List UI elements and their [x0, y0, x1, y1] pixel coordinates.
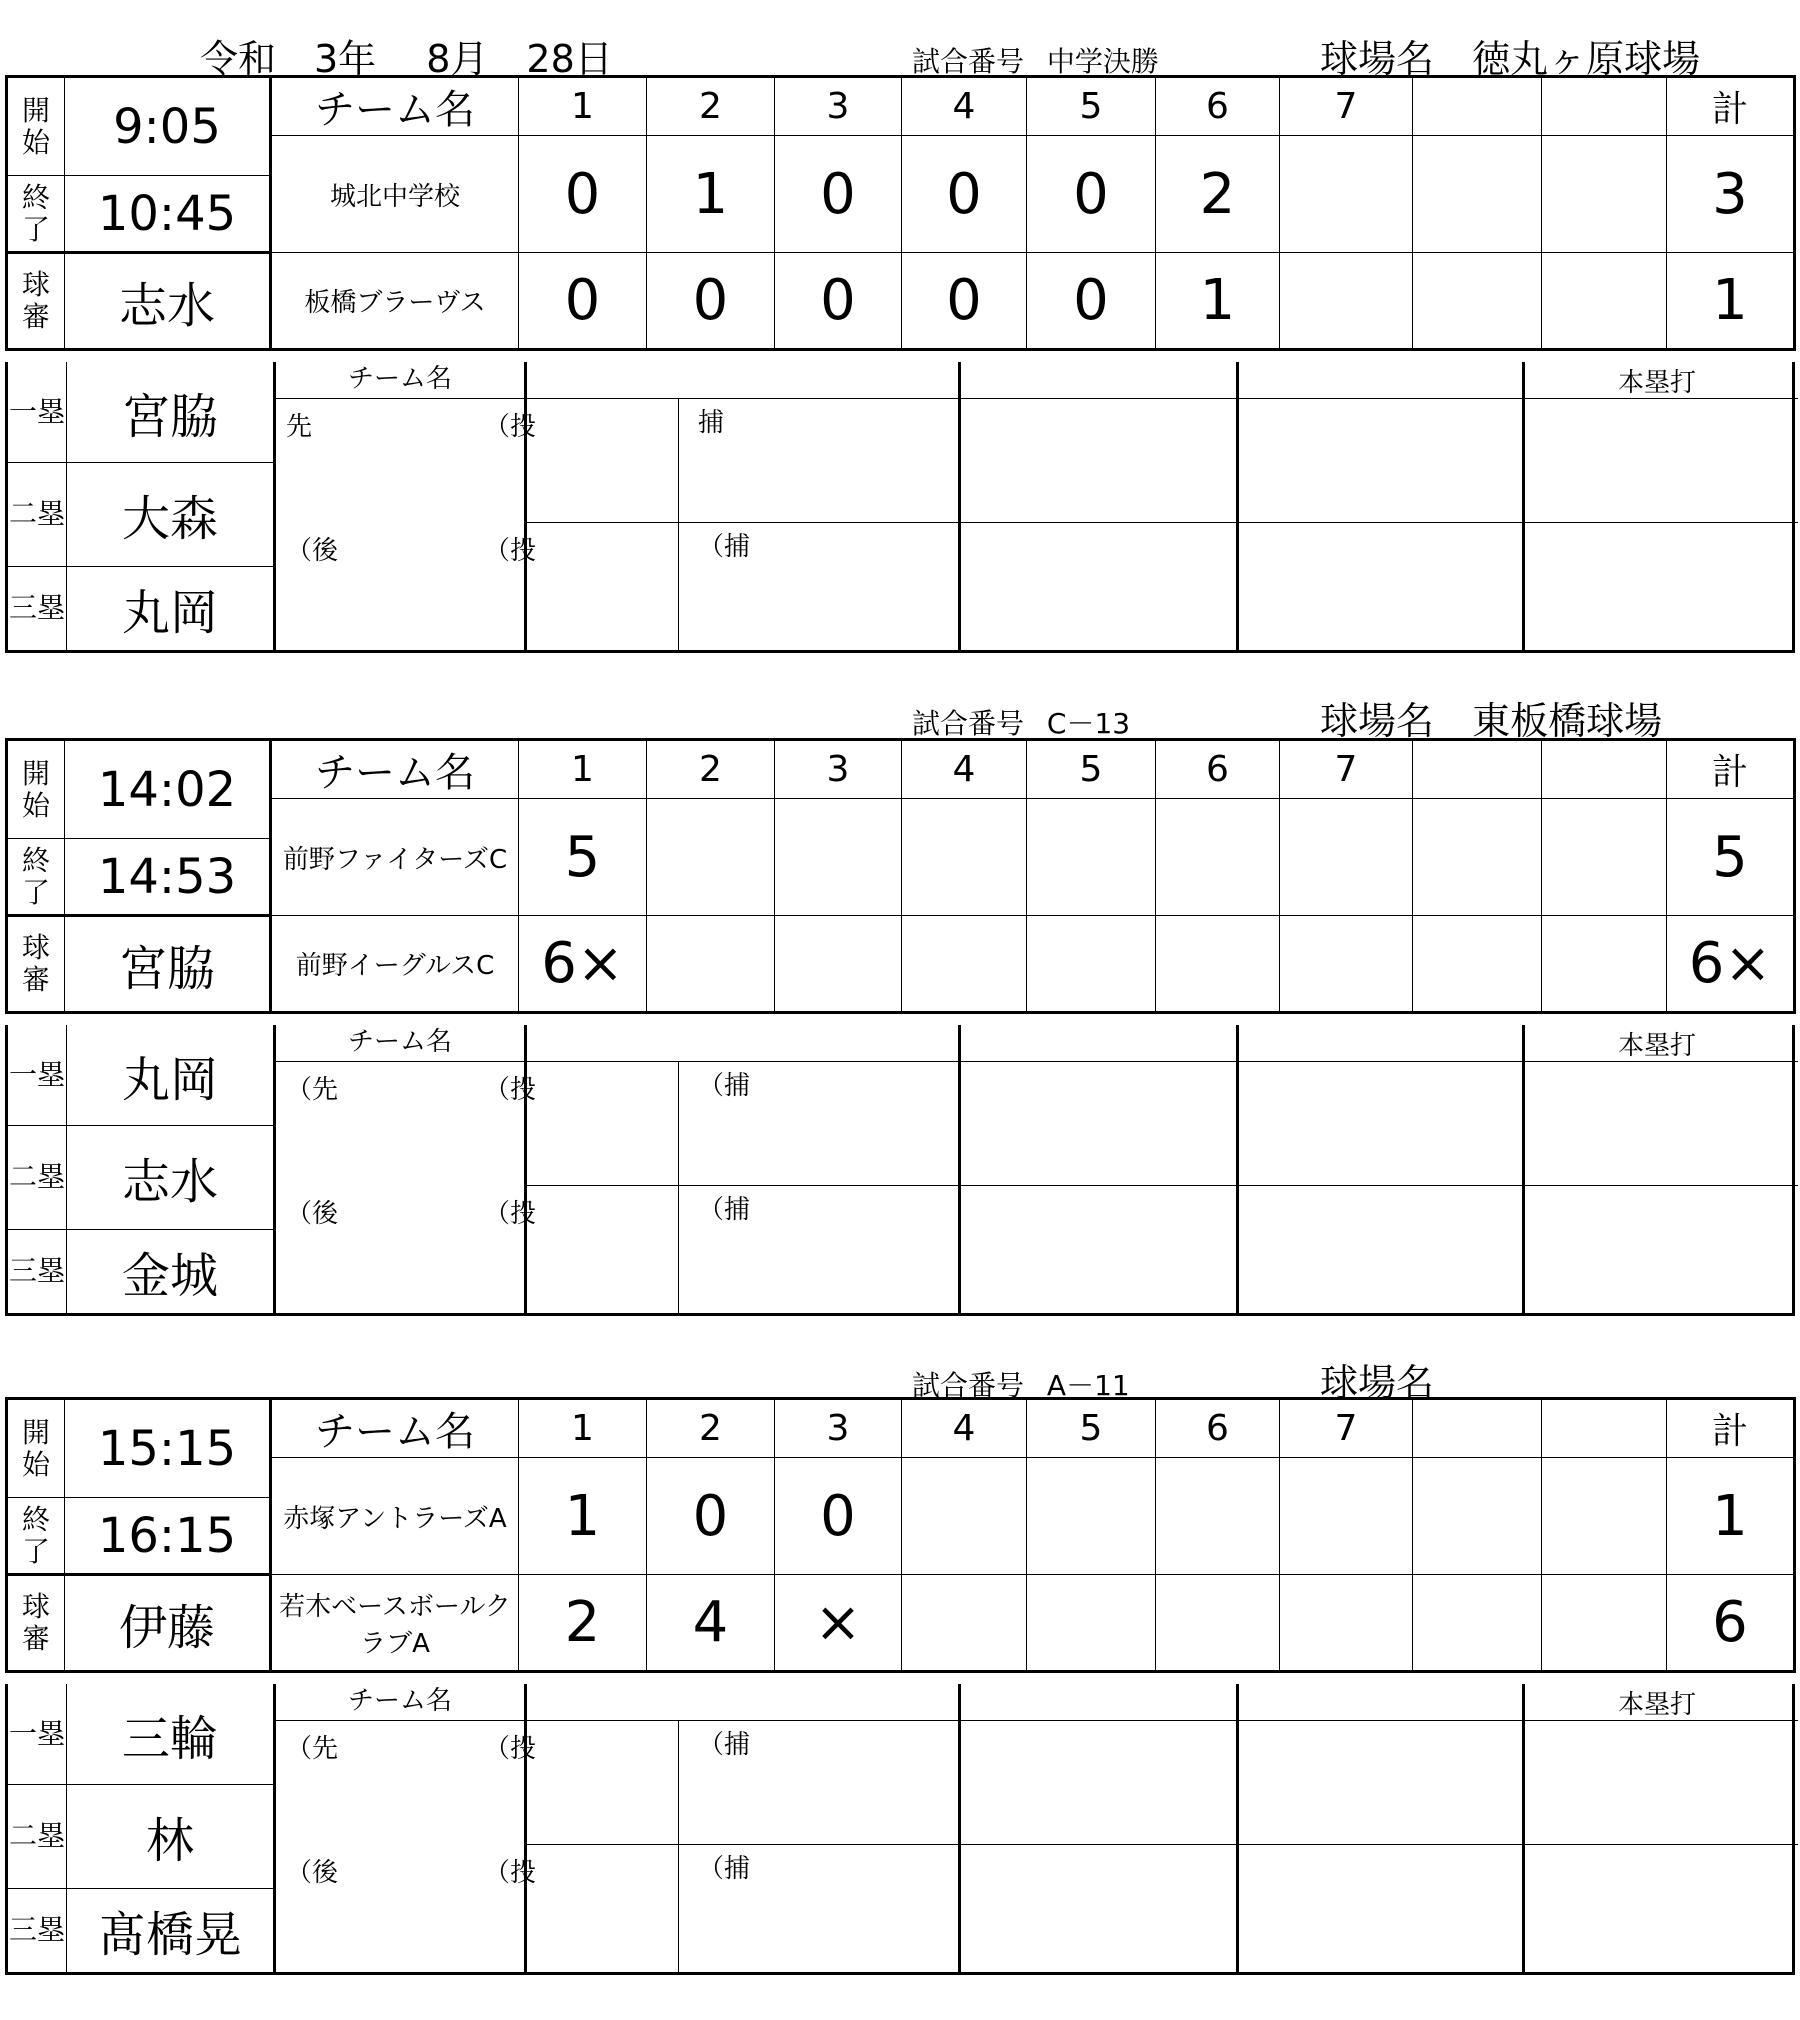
label-end-1: 終	[21, 843, 50, 877]
date: 令和 3年 8月 28日	[200, 37, 613, 81]
second-base-umpire: 志水	[67, 1125, 276, 1230]
first-base-label	[8, 362, 67, 463]
inning-header	[1542, 740, 1667, 799]
game-number-value: C－13	[1046, 707, 1131, 740]
inning-score	[1027, 916, 1156, 1013]
inning-score: 6×	[519, 916, 647, 1013]
second-base-label	[8, 1125, 67, 1230]
first-team-label: （先	[286, 1734, 339, 1764]
inning-score	[1280, 916, 1413, 1013]
inning-score	[1280, 799, 1413, 916]
game-number-value: A－11	[1046, 1369, 1130, 1402]
label-start-1: 開	[21, 93, 50, 127]
game-number	[912, 40, 1159, 80]
second-base-umpire: 大森	[67, 462, 276, 567]
inning-score	[1413, 799, 1542, 916]
start-time: 9:05	[65, 77, 271, 176]
inning-score	[1280, 1458, 1413, 1575]
inning-header: 4	[902, 1399, 1027, 1458]
label-start-1: 開	[21, 1415, 50, 1449]
inning-header: 6	[1156, 740, 1280, 799]
inning-score	[1280, 253, 1413, 350]
end-label	[7, 176, 65, 253]
inning-score	[775, 799, 902, 916]
inning-score: 0	[775, 136, 902, 253]
third-base-umpire: 髙橋晃	[67, 1888, 276, 1972]
second-catcher-label: （捕	[698, 1195, 751, 1225]
start-label	[7, 1399, 65, 1498]
label-end-2: 了	[21, 875, 50, 909]
end-time: 16:15	[65, 1498, 271, 1575]
inning-header: 7	[1280, 1399, 1413, 1458]
battery-team-header: チーム名	[276, 1025, 524, 1062]
total-score: 6	[1667, 1575, 1795, 1672]
second-catcher-label: （捕	[698, 532, 751, 562]
inning-score: 0	[647, 253, 775, 350]
inning-score	[1027, 1575, 1156, 1672]
second-team-label: （後	[286, 1858, 339, 1888]
inning-score	[1413, 1575, 1542, 1672]
label-end-2: 了	[21, 1534, 50, 1568]
team-name-header: チーム名	[271, 1399, 519, 1458]
inning-header	[1413, 740, 1542, 799]
inning-score	[1413, 136, 1542, 253]
start-time: 15:15	[65, 1399, 271, 1498]
inning-score	[902, 1458, 1027, 1575]
inning-header: 3	[775, 77, 902, 136]
first-pitcher-label: （投	[484, 1075, 537, 1105]
label-third-2: 塁	[37, 1254, 66, 1287]
inning-score	[1542, 799, 1667, 916]
first-pitcher-label: （投	[484, 1734, 537, 1764]
label-plate-2: 審	[21, 963, 50, 996]
lower-section	[5, 362, 1795, 653]
start-time: 14:02	[65, 740, 271, 839]
inning-score: 0	[902, 253, 1027, 350]
label-start-1: 開	[21, 756, 50, 790]
label-first-1: 一	[8, 1717, 37, 1750]
inning-score: 0	[519, 253, 647, 350]
label-first-1: 一	[8, 395, 37, 428]
label-first-1: 一	[8, 1058, 37, 1091]
inning-score: 0	[902, 136, 1027, 253]
first-base-label	[8, 1684, 67, 1785]
end-time: 10:45	[65, 176, 271, 253]
second-team-label: （後	[286, 1199, 339, 1229]
label-third-1: 三	[8, 1254, 37, 1287]
inning-header: 2	[647, 740, 775, 799]
inning-score: 0	[647, 1458, 775, 1575]
label-second-2: 塁	[37, 1819, 66, 1852]
second-base-label	[8, 1784, 67, 1889]
label-plate-1: 球	[21, 1590, 50, 1623]
inning-header	[1542, 1399, 1667, 1458]
label-plate-2: 審	[21, 1622, 50, 1655]
inning-score: 2	[1156, 136, 1280, 253]
inning-header	[1413, 77, 1542, 136]
game-number-label: 試合番号	[912, 707, 1025, 740]
total-header: 計	[1667, 77, 1795, 136]
lower-section	[5, 1684, 1795, 1975]
third-base-umpire: 金城	[67, 1229, 276, 1313]
first-base-umpire: 三輪	[67, 1684, 276, 1785]
inning-header: 5	[1027, 1399, 1156, 1458]
inning-score	[902, 1575, 1027, 1672]
label-first-2: 塁	[37, 1058, 66, 1091]
inning-score	[1413, 1458, 1542, 1575]
label-second-1: 二	[8, 1819, 37, 1852]
plate-umpire: 宮脇	[65, 916, 271, 1013]
total-header: 計	[1667, 1399, 1795, 1458]
second-base-umpire: 林	[67, 1784, 276, 1889]
inning-score	[1413, 253, 1542, 350]
inning-score: 0	[775, 253, 902, 350]
label-third-2: 塁	[37, 1913, 66, 1946]
team-name-header: チーム名	[271, 740, 519, 799]
venue	[1320, 690, 1662, 745]
battery-team-cell	[276, 1025, 537, 1313]
inning-score	[1542, 1458, 1667, 1575]
venue-label: 球場名	[1320, 1361, 1435, 1405]
first-team-label: 先	[286, 412, 313, 442]
label-end-1: 終	[21, 180, 50, 214]
team-name: 前野イーグルスC	[271, 916, 519, 1013]
first-pitcher-label: （投	[484, 412, 537, 442]
inning-score	[902, 916, 1027, 1013]
inning-score	[1413, 916, 1542, 1013]
inning-score	[775, 916, 902, 1013]
second-pitcher-label: （投	[484, 1858, 537, 1888]
inning-score	[902, 799, 1027, 916]
third-base-label	[8, 566, 67, 650]
total-score: 6×	[1667, 916, 1795, 1013]
end-label	[7, 1498, 65, 1575]
first-base-umpire: 丸岡	[67, 1025, 276, 1126]
label-second-2: 塁	[37, 1160, 66, 1193]
first-catcher-label: （捕	[698, 1071, 751, 1101]
label-first-2: 塁	[37, 395, 66, 428]
inning-header	[1413, 1399, 1542, 1458]
total-score: 3	[1667, 136, 1795, 253]
third-base-umpire: 丸岡	[67, 566, 276, 650]
game-sheet	[0, 738, 1800, 1338]
plate-label	[7, 1575, 65, 1672]
second-catcher-label: （捕	[698, 1854, 751, 1884]
inning-score	[1156, 799, 1280, 916]
inning-score	[1027, 1458, 1156, 1575]
team-name-header: チーム名	[271, 77, 519, 136]
inning-score: 1	[647, 136, 775, 253]
game-sheet	[0, 1397, 1800, 1997]
battery-team-cell	[276, 1684, 537, 1972]
inning-header: 3	[775, 740, 902, 799]
total-score: 5	[1667, 799, 1795, 916]
game-number-value: 中学決勝	[1046, 45, 1159, 78]
battery-team-header: チーム名	[276, 1684, 524, 1721]
plate-label	[7, 253, 65, 350]
inning-score: 0	[1027, 253, 1156, 350]
home-run-label: 本塁打	[1618, 368, 1697, 398]
first-catcher-label: 捕	[698, 408, 725, 438]
label-first-2: 塁	[37, 1717, 66, 1750]
end-label	[7, 839, 65, 916]
second-base-label	[8, 462, 67, 567]
inning-score: 5	[519, 799, 647, 916]
inning-header: 2	[647, 77, 775, 136]
inning-score	[1156, 916, 1280, 1013]
inning-header: 1	[519, 740, 647, 799]
inning-score: 0	[1027, 136, 1156, 253]
inning-score	[1027, 799, 1156, 916]
team-name: 若木ベースボールクラブA	[271, 1575, 519, 1672]
label-start-2: 始	[21, 125, 50, 159]
inning-score: 1	[1156, 253, 1280, 350]
label-third-2: 塁	[37, 591, 66, 624]
plate-umpire: 伊藤	[65, 1575, 271, 1672]
game-number-label: 試合番号	[912, 45, 1025, 78]
inning-header: 6	[1156, 77, 1280, 136]
label-start-2: 始	[21, 788, 50, 822]
home-run-label: 本塁打	[1618, 1031, 1697, 1061]
start-label	[7, 740, 65, 839]
inning-score	[647, 799, 775, 916]
game-number-label: 試合番号	[912, 1369, 1025, 1402]
total-score: 1	[1667, 253, 1795, 350]
label-end-2: 了	[21, 212, 50, 246]
team-name: 前野ファイターズC	[271, 799, 519, 916]
label-second-1: 二	[8, 1160, 37, 1193]
first-base-umpire: 宮脇	[67, 362, 276, 463]
label-plate-1: 球	[21, 268, 50, 301]
venue-label: 球場名	[1320, 37, 1435, 81]
first-catcher-label: （捕	[698, 1730, 751, 1760]
inning-header: 2	[647, 1399, 775, 1458]
label-second-2: 塁	[37, 497, 66, 530]
third-base-label	[8, 1229, 67, 1313]
inning-header: 6	[1156, 1399, 1280, 1458]
total-score: 1	[1667, 1458, 1795, 1575]
game-sheet	[0, 75, 1800, 675]
second-team-label: （後	[286, 536, 339, 566]
inning-score	[1156, 1458, 1280, 1575]
end-time: 14:53	[65, 839, 271, 916]
inning-score	[1156, 1575, 1280, 1672]
battery-team-cell	[276, 362, 537, 650]
label-third-1: 三	[8, 1913, 37, 1946]
inning-score	[1542, 916, 1667, 1013]
inning-header: 7	[1280, 740, 1413, 799]
game-number	[912, 702, 1130, 742]
team-name: 板橋ブラーヴス	[271, 253, 519, 350]
inning-score: 2	[519, 1575, 647, 1672]
inning-header: 5	[1027, 77, 1156, 136]
label-plate-1: 球	[21, 931, 50, 964]
total-header: 計	[1667, 740, 1795, 799]
lower-section	[5, 1025, 1795, 1316]
inning-score: 1	[519, 1458, 647, 1575]
inning-score: ×	[775, 1575, 902, 1672]
first-base-label	[8, 1025, 67, 1126]
inning-score: 0	[775, 1458, 902, 1575]
inning-header: 7	[1280, 77, 1413, 136]
inning-header: 4	[902, 77, 1027, 136]
inning-score	[1542, 253, 1667, 350]
second-pitcher-label: （投	[484, 536, 537, 566]
third-base-label	[8, 1888, 67, 1972]
inning-header: 5	[1027, 740, 1156, 799]
label-second-1: 二	[8, 497, 37, 530]
venue-value: 東板橋球場	[1472, 699, 1663, 743]
second-pitcher-label: （投	[484, 1199, 537, 1229]
inning-score: 0	[519, 136, 647, 253]
inning-score: 4	[647, 1575, 775, 1672]
inning-score	[1280, 1575, 1413, 1672]
venue-value: 徳丸ヶ原球場	[1472, 37, 1701, 81]
inning-header: 1	[519, 1399, 647, 1458]
label-plate-2: 審	[21, 300, 50, 333]
battery-team-header: チーム名	[276, 362, 524, 399]
inning-header: 3	[775, 1399, 902, 1458]
venue-label: 球場名	[1320, 699, 1435, 743]
label-start-2: 始	[21, 1447, 50, 1481]
plate-label	[7, 916, 65, 1013]
inning-header: 1	[519, 77, 647, 136]
team-name: 城北中学校	[271, 136, 519, 253]
label-end-1: 終	[21, 1502, 50, 1536]
team-name: 赤塚アントラーズA	[271, 1458, 519, 1575]
inning-score	[1542, 136, 1667, 253]
inning-score	[647, 916, 775, 1013]
inning-score	[1542, 1575, 1667, 1672]
home-run-label: 本塁打	[1618, 1690, 1697, 1720]
first-team-label: （先	[286, 1075, 339, 1105]
inning-score	[1280, 136, 1413, 253]
label-third-1: 三	[8, 591, 37, 624]
plate-umpire: 志水	[65, 253, 271, 350]
inning-header: 4	[902, 740, 1027, 799]
inning-header	[1542, 77, 1667, 136]
start-label	[7, 77, 65, 176]
